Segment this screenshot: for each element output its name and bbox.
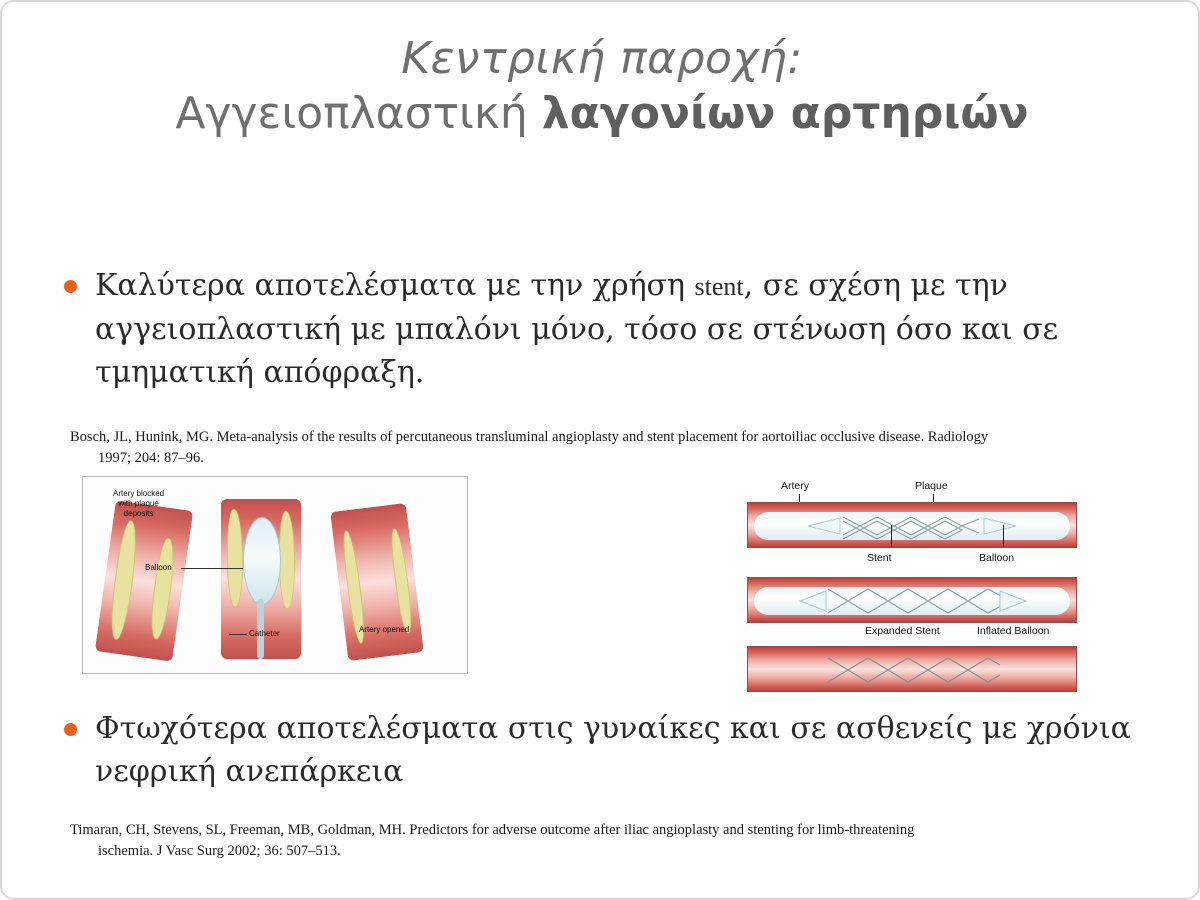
bullet-text-2: Φτωχότερα αποτελέσματα στις γυναίκες και σε ασθενείς με χρόνια νεφρική ανεπάρκεια [95, 711, 1131, 789]
label-artery-blocked-l3: deposits [123, 509, 154, 518]
label-balloon-2: Balloon [979, 552, 1015, 564]
title-line-2 [62, 86, 1142, 142]
artery-blocked-illustration [95, 500, 193, 661]
label-catheter: Catheter [249, 629, 280, 638]
bullet-dot-icon [64, 280, 77, 293]
label-inflated-balloon: Inflated Balloon [977, 625, 1050, 637]
bullet-text-1 [95, 264, 1144, 394]
balloon-shape [243, 517, 281, 605]
label-expanded-stent: Expanded Stent [865, 625, 940, 637]
bullet-item-1 [64, 264, 1144, 394]
bullet-1-part-1: Καλύτερα αποτελέσματα με την χρήση [95, 268, 695, 303]
stent-mesh-icon [748, 503, 1077, 548]
label-plaque: Plaque [915, 480, 948, 492]
label-artery-blocked [113, 489, 164, 519]
label-artery-blocked-l1: Artery blocked [113, 489, 165, 498]
stent-panel-unexpanded [747, 502, 1077, 548]
label-leader-line [181, 568, 243, 569]
title-line-2-bold: λαγονίων αρτηριών [541, 88, 1029, 139]
page-title [62, 32, 1142, 142]
label-artery-blocked-l2: with plaque [118, 499, 159, 508]
label-artery-opened: Artery opened [359, 625, 410, 634]
bullet-item-2 [64, 707, 1144, 793]
artery-opened-illustration [330, 503, 424, 661]
title-line-2-normal: Αγγειοπλαστική [175, 88, 542, 139]
stent-mesh-expanded-icon [748, 578, 1077, 623]
citation-1-line-1: Bosch, JL, Hunink, MG. Meta-analysis of the results of percutaneous transluminal angioplasty and stent placement for aortoiliac occlusive disease. Radiology [70, 429, 989, 445]
figure-balloon-angioplasty [82, 476, 468, 674]
bullet-1-part-2: , σε σχέση με την αγγειοπλαστική με μπαλόνι μόνο, τόσο σε στένωση όσο και σε τμηματική απόφραξη. [95, 268, 1059, 390]
figure-stent-deployment [747, 480, 1077, 692]
stent-mesh-final-icon [748, 647, 1077, 692]
citation-2-line-1: Timaran, CH, Stevens, SL, Freeman, MB, Goldman, MH. Predictors for adverse outcome after iliac angioplasty and stenting for limb-threatening [70, 822, 915, 838]
title-line-1: Κεντρική παροχή: [401, 33, 803, 84]
label-artery: Artery [781, 480, 810, 492]
stent-panel-expanded [747, 577, 1077, 623]
label-balloon: Balloon [145, 563, 172, 572]
citation-1-line-2: 1997; 204: 87–96. [98, 450, 204, 466]
bullet-dot-icon [64, 723, 77, 736]
bullet-1-latin-term: stent [694, 272, 744, 301]
citation-1 [70, 427, 1150, 469]
label-stent: Stent [867, 552, 892, 564]
artery-wall-shape [95, 500, 193, 661]
stent-panel-final [747, 646, 1077, 692]
citation-2-line-2: ischemia. J Vasc Surg 2002; 36: 507–513. [98, 843, 341, 859]
label-tick [1003, 525, 1004, 547]
artery-wall-shape [330, 503, 424, 661]
label-leader-line [229, 634, 247, 635]
label-tick [891, 525, 892, 547]
citation-2 [70, 820, 1150, 862]
